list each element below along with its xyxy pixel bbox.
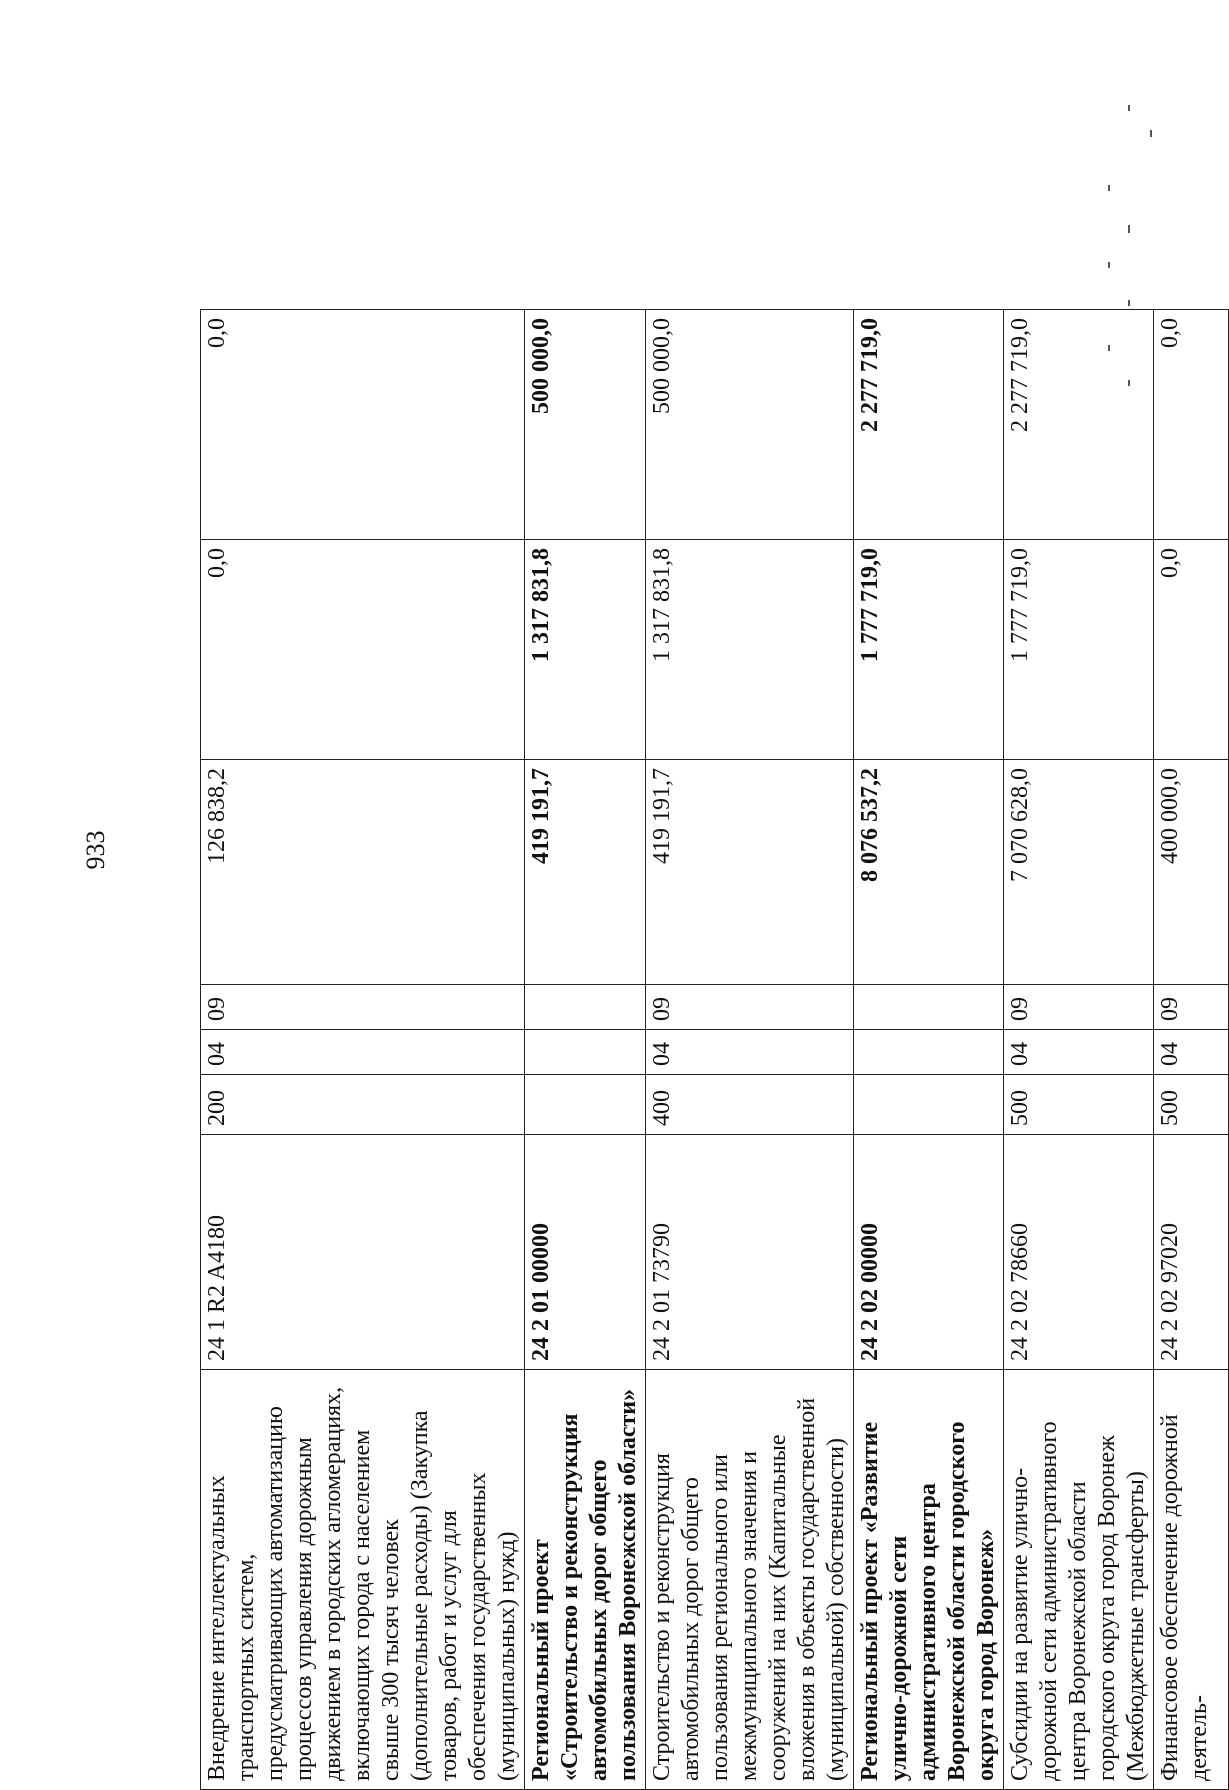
row-amount-2: 1 777 719,0 — [854, 540, 1004, 760]
row-amount-2: 0,0 — [201, 540, 525, 760]
row-amount-2: 0,0 — [1154, 540, 1229, 760]
row-code: 24 2 02 00000 — [854, 1135, 1004, 1370]
row-vr: 500 — [1154, 1075, 1229, 1135]
row-amount-3: 0,0 — [201, 310, 525, 540]
row-code: 24 2 01 73790 — [646, 1135, 854, 1370]
scan-speck — [1150, 130, 1152, 137]
row-pr: 09 — [1004, 985, 1154, 1030]
page-number: 933 — [81, 830, 110, 870]
row-code: 24 2 02 78660 — [1004, 1135, 1154, 1370]
row-rz — [854, 1030, 1004, 1075]
table-row — [1154, 310, 1229, 1790]
row-name: Субсидии на развитие улично-дорожной сети административного центра Воронежской области городского округа город Воронеж (Межбюджетные трансферты) — [1004, 1370, 1154, 1790]
table-row — [1004, 310, 1154, 1790]
row-name: Внедрение интеллектуальных транспортных систем, предусматривающих автоматизацию процессов управления дорожным движением в городских агломерациях, включающих города с населением свыше 300 тысяч человек (дополнительные расходы) (Закупка товаров, работ и услуг для обеспечения государственных (муниципальных) нужд) — [201, 1370, 525, 1790]
scan-speck — [1128, 225, 1130, 233]
row-rz: 04 — [1004, 1030, 1154, 1075]
row-amount-3: 500 000,0 — [646, 310, 854, 540]
scan-speck — [1128, 105, 1130, 111]
scan-speck — [1108, 185, 1110, 191]
row-amount-3: 2 277 719,0 — [854, 310, 1004, 540]
row-vr — [854, 1075, 1004, 1135]
row-rz — [525, 1030, 646, 1075]
row-name: Региональный проект «Развитие улично-дорожной сети административного центра Воронежской области городского округа город Воронеж» — [854, 1370, 1004, 1790]
table-row — [525, 310, 646, 1790]
row-code: 24 2 02 97020 — [1154, 1135, 1229, 1370]
row-vr: 200 — [201, 1075, 525, 1135]
row-pr: 09 — [646, 985, 854, 1030]
scan-speck — [1128, 380, 1130, 386]
row-rz: 04 — [201, 1030, 525, 1075]
scan-speck — [1108, 345, 1110, 351]
budget-table-container — [200, 310, 1212, 1790]
row-amount-2: 1 317 831,8 — [525, 540, 646, 760]
row-pr: 09 — [1154, 985, 1229, 1030]
row-amount-2: 1 317 831,8 — [646, 540, 854, 760]
table-row — [646, 310, 854, 1790]
row-amount-1: 8 076 537,2 — [854, 760, 1004, 985]
row-pr — [854, 985, 1004, 1030]
row-amount-1: 126 838,2 — [201, 760, 525, 985]
row-pr — [525, 985, 646, 1030]
row-amount-2: 1 777 719,0 — [1004, 540, 1154, 760]
row-rz: 04 — [646, 1030, 854, 1075]
row-amount-3: 500 000,0 — [525, 310, 646, 540]
row-name: Строительство и реконструкция автомобильных дорог общего пользования регионального или межмуниципального значения и сооружений на них (Капитальные вложения в объекты государственной (муниципальной) собственности) — [646, 1370, 854, 1790]
row-amount-1: 400 000,0 — [1154, 760, 1229, 985]
row-name: Финансовое обеспечение дорожной деятель- — [1154, 1370, 1229, 1790]
budget-table — [200, 309, 1229, 1790]
row-amount-3: 2 277 719,0 — [1004, 310, 1154, 540]
row-vr: 400 — [646, 1075, 854, 1135]
row-code: 24 2 01 00000 — [525, 1135, 646, 1370]
row-rz: 04 — [1154, 1030, 1229, 1075]
row-vr: 500 — [1004, 1075, 1154, 1135]
row-amount-1: 419 191,7 — [525, 760, 646, 985]
row-amount-1: 7 070 628,0 — [1004, 760, 1154, 985]
row-vr — [525, 1075, 646, 1135]
scan-speck — [1128, 300, 1130, 306]
table-row — [201, 310, 525, 1790]
row-amount-1: 419 191,7 — [646, 760, 854, 985]
table-row — [854, 310, 1004, 1790]
row-code: 24 1 R2 A4180 — [201, 1135, 525, 1370]
row-pr: 09 — [201, 985, 525, 1030]
row-amount-3: 0,0 — [1154, 310, 1229, 540]
row-name: Региональный проект «Строительство и реконструкция автомобильных дорог общего пользования Воронежской области» — [525, 1370, 646, 1790]
scan-speck — [1108, 262, 1110, 268]
